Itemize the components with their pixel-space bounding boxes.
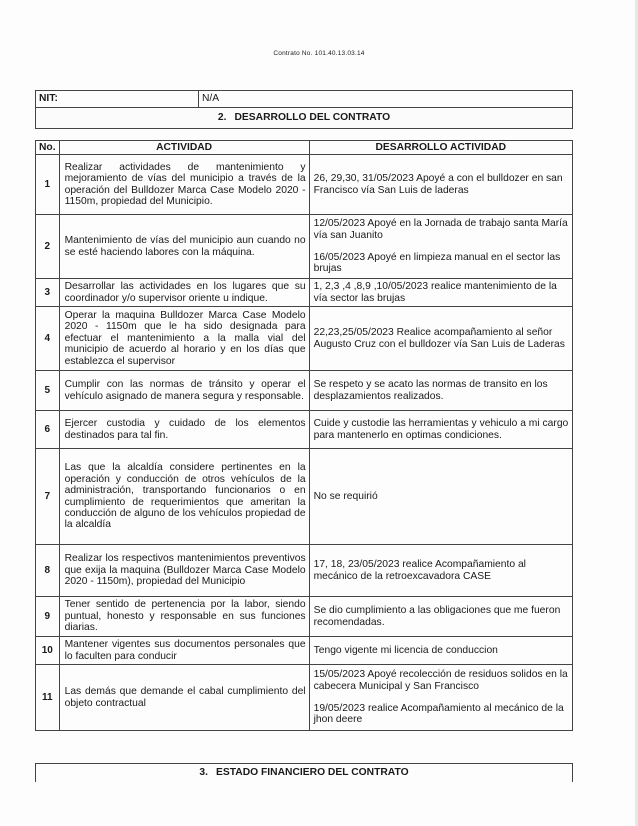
row-number: 6 bbox=[36, 411, 60, 449]
development-entry: 17, 18, 23/05/2023 realice Acompañamiento al mecánico de la retroexcavadora CASE bbox=[313, 559, 526, 582]
header-no: No. bbox=[36, 141, 60, 155]
development-entry: 12/05/2023 Apoyé en la Jornada de trabajo santa María vía san Juanito bbox=[313, 218, 568, 241]
development-entry: Se respeto y se acato las normas de transito en los desplazamientos realizados. bbox=[313, 379, 548, 402]
row-activity: Realizar actividades de mantenimiento y mejoramiento de vías del municipio a través de la operación del Bulldozer Marca Case Modelo 2020 - 1150m, propiedad del Municipio. bbox=[59, 155, 309, 215]
row-number: 3 bbox=[36, 279, 60, 307]
row-number: 5 bbox=[36, 371, 60, 411]
row-number: 2 bbox=[36, 215, 60, 279]
section-2-number: 2. bbox=[217, 112, 227, 124]
header-table bbox=[35, 90, 573, 129]
row-number: 9 bbox=[36, 597, 60, 637]
row-activity: Ejercer custodia y cuidado de los elementos destinados para tal fin. bbox=[59, 411, 309, 449]
row-development bbox=[309, 637, 572, 665]
nit-row bbox=[36, 91, 573, 108]
row-development bbox=[309, 279, 572, 307]
development-entry: No se requirió bbox=[313, 490, 378, 502]
section-3-title bbox=[36, 764, 573, 783]
row-number: 10 bbox=[36, 637, 60, 665]
row-activity: Mantener vigentes sus documentos personales que lo faculten para conducir bbox=[59, 637, 309, 665]
row-activity: Las demás que demande el cabal cumplimiento del objeto contractual bbox=[59, 665, 309, 731]
header-actividad: ACTIVIDAD bbox=[59, 141, 309, 155]
row-development bbox=[309, 665, 572, 731]
row-activity: Realizar los respectivos mantenimientos preventivos que exija la maquina (Bulldozer Marca Case Modelo 2020 - 1150m), propiedad del Municipio bbox=[59, 545, 309, 597]
row-number: 1 bbox=[36, 155, 60, 215]
table-row bbox=[36, 545, 573, 597]
table-row bbox=[36, 411, 573, 449]
table-row bbox=[36, 449, 573, 545]
row-development bbox=[309, 545, 572, 597]
section-3-table bbox=[35, 763, 573, 782]
development-entry: 19/05/2023 realice Acompañamiento al mecánico de la jhon deere bbox=[313, 703, 564, 726]
row-number: 4 bbox=[36, 307, 60, 371]
development-entry: Se dio cumplimiento a las obligaciones que me fueron recomendadas. bbox=[313, 605, 561, 628]
row-development bbox=[309, 371, 572, 411]
row-number: 7 bbox=[36, 449, 60, 545]
row-activity: Las que la alcaldía considere pertinentes en la operación y conducción de otros vehículos de la administración, transportando funcionarios o en cumplimiento de requerimientos que ameritan la conducción de alguno de los vehículos propiedad de la alcaldía bbox=[59, 449, 309, 545]
row-activity: Cumplir con las normas de tránsito y operar el vehículo asignado de manera segura y responsable. bbox=[59, 371, 309, 411]
section-3-number: 3. bbox=[199, 767, 208, 779]
row-development bbox=[309, 411, 572, 449]
development-entry: Tengo vigente mi licencia de conduccion bbox=[313, 644, 498, 656]
table-row bbox=[36, 279, 573, 307]
section-3-row bbox=[36, 764, 573, 783]
row-development bbox=[309, 155, 572, 215]
header-desarrollo: DESARROLLO ACTIVIDAD bbox=[309, 141, 572, 155]
table-header-row bbox=[36, 141, 573, 155]
nit-label: NIT: bbox=[36, 91, 199, 108]
row-activity: Operar la maquina Bulldozer Marca Case Modelo 2020 - 1150m que le ha sido designada para efectuar el mantenimiento a la malla vial del municipio de acuerdo al horario y en los días que establezca el supervisor bbox=[59, 307, 309, 371]
table-row bbox=[36, 597, 573, 637]
development-entry: Cuide y custodie las herramientas y vehiculo a mi cargo para mantenerlo en optimas condiciones. bbox=[313, 418, 569, 441]
row-number: 8 bbox=[36, 545, 60, 597]
section-2-row bbox=[36, 108, 573, 129]
row-number: 11 bbox=[36, 665, 60, 731]
table-row bbox=[36, 155, 573, 215]
row-development bbox=[309, 307, 572, 371]
row-development bbox=[309, 597, 572, 637]
table-row bbox=[36, 215, 573, 279]
activities-table bbox=[35, 140, 573, 731]
nit-value: N/A bbox=[199, 91, 573, 108]
table-row bbox=[36, 665, 573, 731]
section-2-label: DESARROLLO DEL CONTRATO bbox=[234, 112, 391, 124]
table-row bbox=[36, 371, 573, 411]
development-entry: 26, 29,30, 31/05/2023 Apoyé a con el bulldozer en san Francisco vía San Luis de laderas bbox=[313, 173, 563, 196]
table-row bbox=[36, 637, 573, 665]
row-activity: Mantenimiento de vías del municipio aun cuando no se esté haciendo labores con la máquina. bbox=[59, 215, 309, 279]
row-activity: Desarrollar las actividades en los lugares que su coordinador y/o supervisor oriente u indique. bbox=[59, 279, 309, 307]
row-development bbox=[309, 449, 572, 545]
development-entry: 16/05/2023 Apoyé en limpieza manual en el sector las brujas bbox=[313, 252, 561, 275]
section-3-label: ESTADO FINANCIERO DEL CONTRATO bbox=[216, 767, 409, 779]
development-entry: 15/05/2023 Apoyé recolección de residuos solidos en la cabecera Municipal y San Francisco bbox=[313, 669, 568, 692]
contract-number: Contrato No. 101.40.13.03.14 bbox=[273, 50, 365, 57]
development-entry: 1, 2,3 ,4 ,8,9 ,10/05/2023 realice mantenimiento de la vía sector las brujas bbox=[313, 281, 557, 304]
section-2-title bbox=[36, 108, 573, 129]
row-activity: Tener sentido de pertenencia por la labor, siendo puntual, honesto y responsable en sus funciones diarias. bbox=[59, 597, 309, 637]
table-row bbox=[36, 307, 573, 371]
development-entry: 22,23,25/05/2023 Realice acompañamiento al señor Augusto Cruz con el bulldozer vía San Luis de Laderas bbox=[313, 327, 565, 350]
row-development bbox=[309, 215, 572, 279]
